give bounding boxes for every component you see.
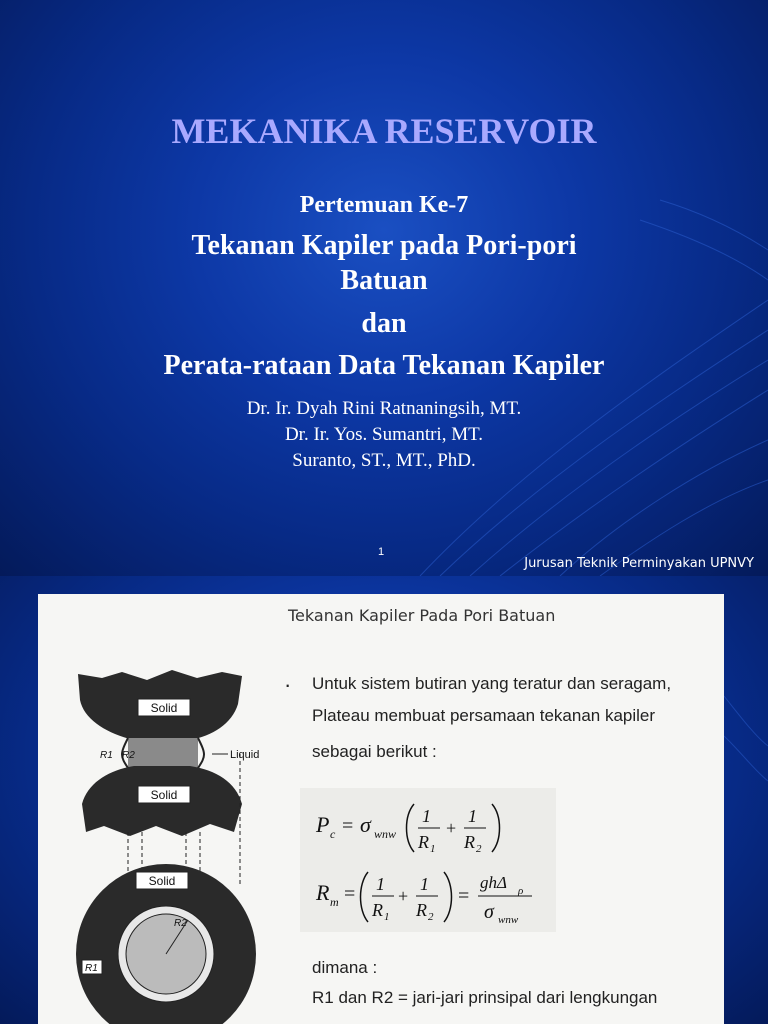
frac4-den: R [416, 900, 427, 920]
rho-subscript: ρ [518, 885, 524, 897]
text-line-3: sebagai berikut : [312, 742, 437, 761]
text-line-2: Plateau membuat persamaan tekanan kapiler [312, 706, 656, 725]
rm-equals-2: = [458, 885, 470, 907]
content-slide [0, 576, 768, 1024]
author-list [0, 396, 768, 474]
pc-subscript: c [330, 827, 336, 841]
plateau-equation [300, 788, 556, 932]
topic-connector: dan [361, 308, 407, 339]
frac2-den: R [464, 832, 475, 852]
topic-line-2: Batuan [340, 265, 428, 296]
sigma-subscript-2: wnw [498, 914, 519, 926]
meeting-label: Pertemuan Ke-7 [299, 192, 469, 218]
author-1: Dr. Ir. Dyah Rini Ratnaningsih, MT. [246, 398, 522, 419]
page-number: 1 [378, 546, 385, 558]
rm-equals: = [344, 883, 356, 905]
plus-2: + [398, 886, 409, 906]
formula-block [300, 788, 556, 932]
frac4-den-sub: 2 [428, 911, 434, 923]
author-3: Suranto, ST., MT., PhD. [292, 450, 476, 471]
frac1-num: 1 [422, 806, 431, 826]
institution-footer: Jurusan Teknik Perminyakan UPNVY [524, 556, 754, 571]
gh-delta: ghΔ [480, 873, 507, 892]
pc-symbol: P [316, 812, 330, 837]
dimana-label: dimana : [312, 958, 378, 977]
frac3-den-sub: 1 [384, 911, 390, 923]
liquid-label: Liquid [230, 749, 260, 761]
doc-title: Tekanan Kapiler Pada Pori Batuan [288, 606, 556, 625]
text-line-1: Untuk sistem butiran yang teratur dan seragam, [312, 674, 672, 693]
plus-1: + [446, 818, 457, 838]
sigma-symbol: σ [360, 812, 371, 837]
frac4-num: 1 [420, 874, 429, 894]
solid-label-bottom: Solid [148, 874, 176, 888]
pc-equals: = [342, 815, 354, 837]
scanned-document [38, 594, 724, 1024]
author-2: Dr. Ir. Yos. Sumantri, MT. [284, 424, 484, 445]
frac1-den-sub: 1 [430, 843, 436, 855]
frac2-num: 1 [468, 806, 477, 826]
r2-label-top: R2 [122, 750, 135, 761]
frac3-den: R [372, 900, 383, 920]
sigma-subscript: wnw [374, 827, 397, 841]
r2-label-bottom: R2 [174, 918, 187, 929]
frac2-den-sub: 2 [476, 843, 482, 855]
rm-symbol: R [316, 880, 330, 905]
frac1-den: R [418, 832, 429, 852]
topic-line-1: Tekanan Kapiler pada Pori-pori [191, 230, 577, 261]
solid-label-top: Solid [150, 701, 178, 715]
r1-label-top: R1 [100, 750, 113, 761]
sigma-symbol-2: σ [484, 901, 494, 923]
definition-line: R1 dan R2 = jari-jari prinsipal dari lengkungan [312, 988, 658, 1007]
rm-subscript: m [330, 895, 339, 909]
frac3-num: 1 [376, 874, 385, 894]
r1-label-bottom: R1 [85, 963, 98, 974]
bullet-point: · [284, 672, 292, 697]
topic-line-3: Perata-rataan Data Tekanan Kapiler [163, 350, 605, 381]
presentation-title: MEKANIKA RESERVOIR [171, 111, 597, 151]
solid-label-mid: Solid [150, 788, 178, 802]
pore-diagram-icon [62, 664, 272, 1024]
